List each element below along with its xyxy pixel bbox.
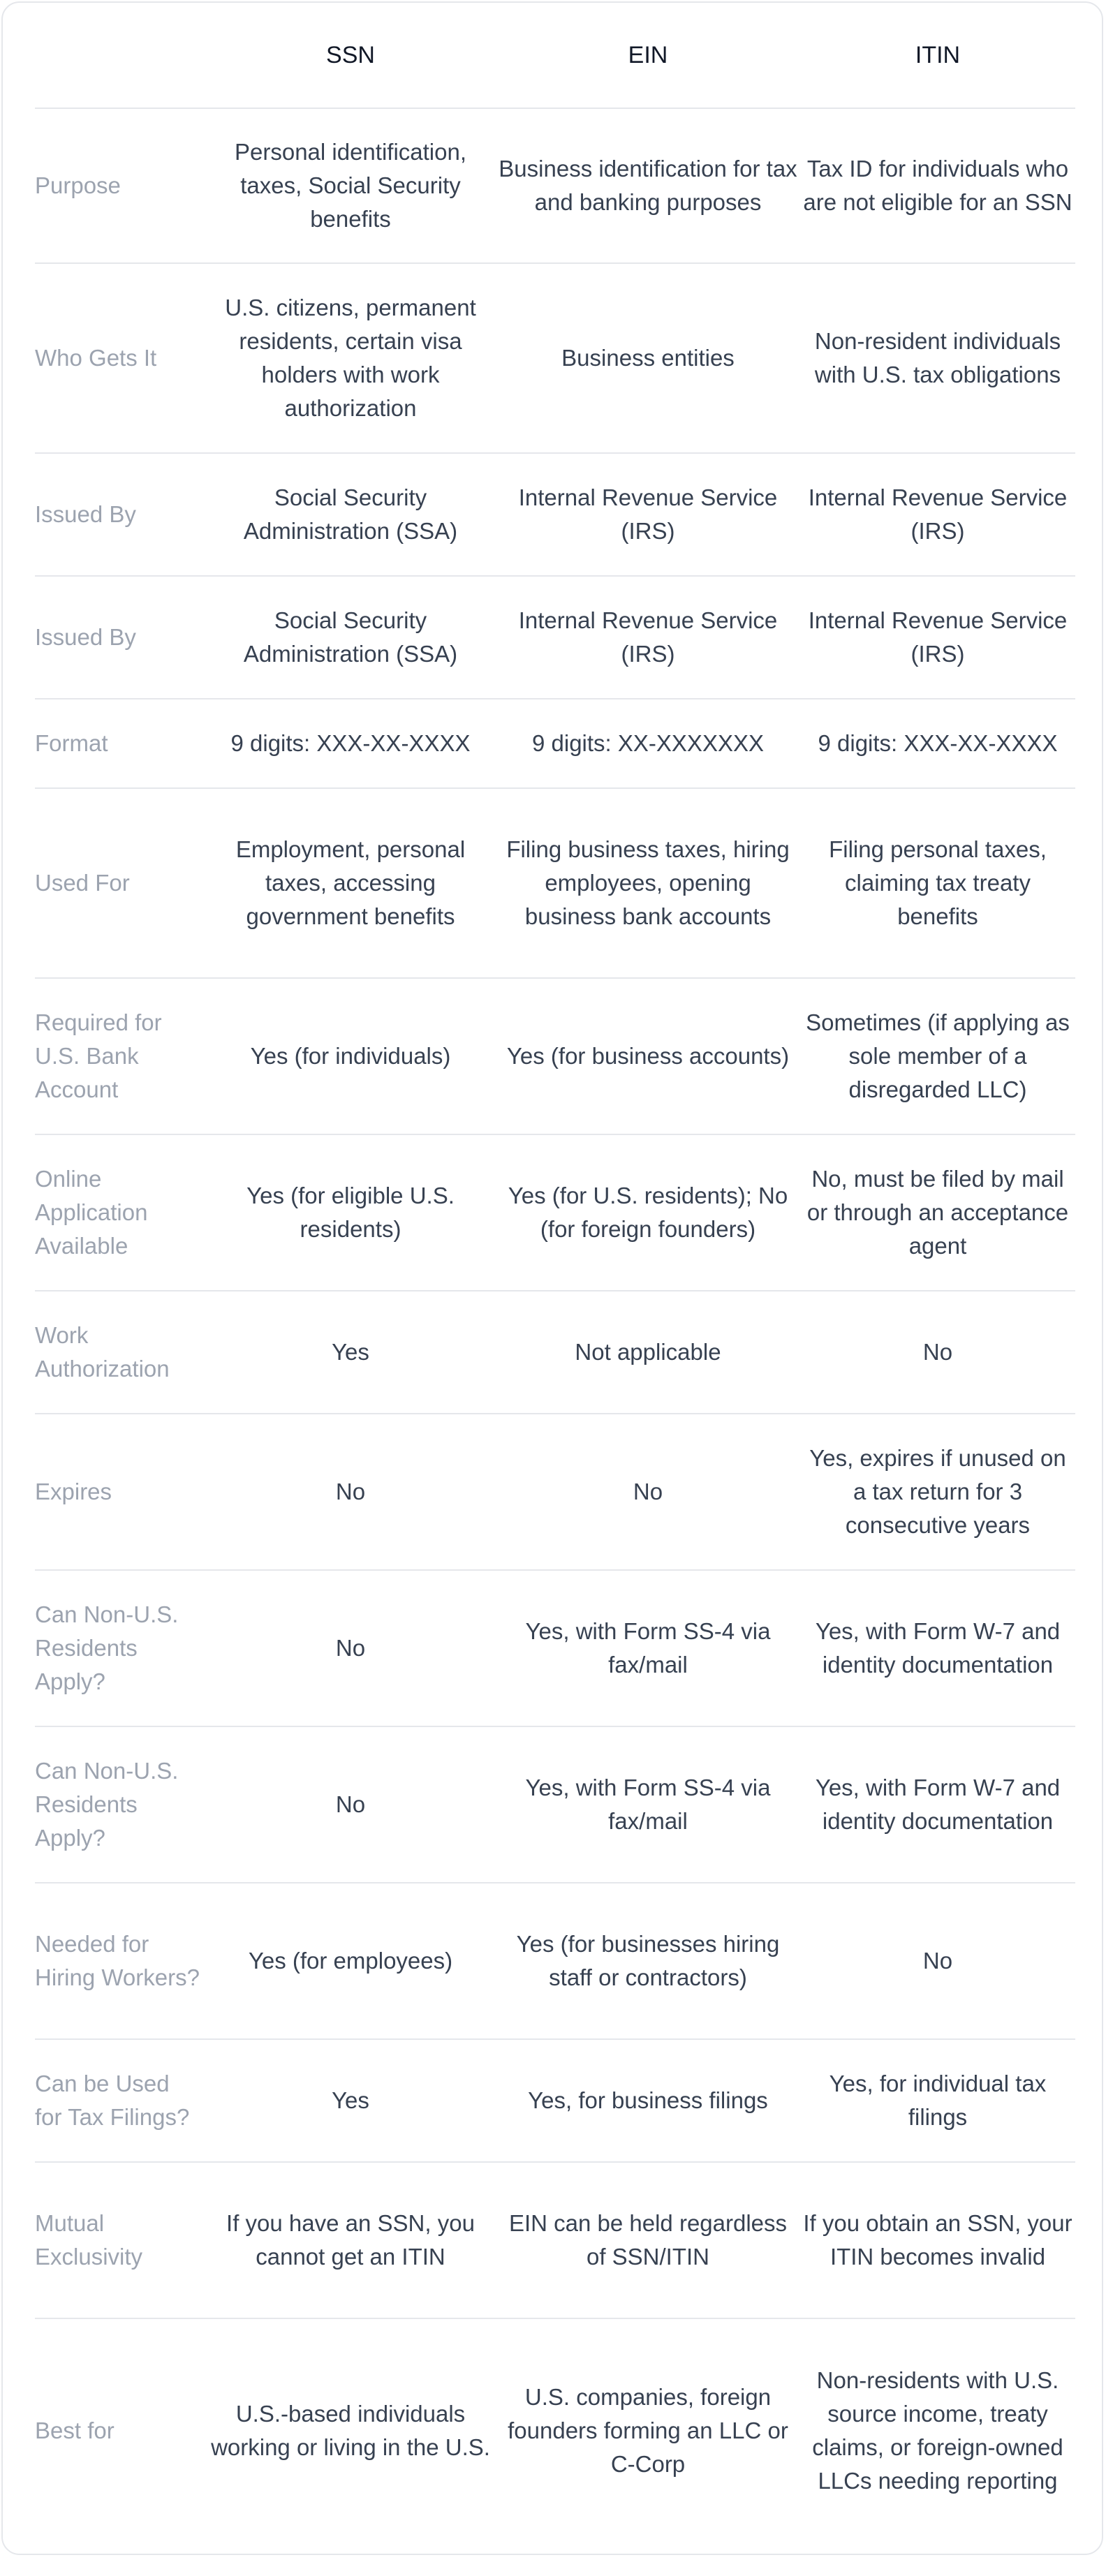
cell-itin: Internal Revenue Service (IRS) (808, 607, 1068, 667)
table-row (35, 699, 1075, 789)
cell-ein: Business entities (561, 345, 735, 371)
cell-ssn: Yes (for employees) (248, 1948, 453, 1974)
cell-ein: Yes, with Form SS-4 via fax/mail (525, 1775, 771, 1834)
cell-ssn: If you have an SSN, you cannot get an ITIN (226, 2210, 475, 2270)
table-row (35, 454, 1075, 577)
cell-ein: Internal Revenue Service (IRS) (518, 607, 778, 667)
row-label: Who Gets It (35, 345, 157, 371)
table-row (35, 789, 1075, 979)
cell-ein: Not applicable (575, 1339, 721, 1365)
row-label: Can Non-U.S. Residents Apply? (35, 1601, 179, 1694)
table-row (35, 2163, 1075, 2319)
cell-itin: Internal Revenue Service (IRS) (808, 484, 1068, 544)
row-label: Work Authorization (35, 1322, 170, 1382)
cell-itin: Filing personal taxes, claiming tax treaty benefits (829, 836, 1047, 929)
row-label: Used For (35, 870, 130, 896)
row-label: Required for U.S. Bank Account (35, 1009, 162, 1102)
column-header-itin: ITIN (915, 42, 961, 68)
cell-ein: Business identification for tax and banking purposes (499, 156, 797, 215)
cell-ssn: No (335, 1479, 366, 1504)
cell-ein: Yes, for business filings (528, 2087, 768, 2113)
cell-ssn: U.S. citizens, permanent residents, certain visa holders with work authorization (225, 295, 476, 421)
table-row (35, 1883, 1075, 2040)
row-label: Issued By (35, 624, 136, 650)
cell-itin: 9 digits: XXX-XX-XXXX (818, 730, 1058, 756)
row-label: Online Application Available (35, 1166, 148, 1259)
table-header-row (35, 3, 1075, 109)
row-label: Purpose (35, 172, 121, 198)
table-row (35, 2319, 1075, 2542)
cell-itin: No (922, 1339, 953, 1365)
cell-ein: EIN can be held regardless of SSN/ITIN (508, 2210, 788, 2270)
cell-itin: Yes, with Form W-7 and identity documentation (815, 1618, 1061, 1678)
cell-ssn: Social Security Administration (SSA) (243, 607, 458, 667)
row-label: Best for (35, 2418, 115, 2443)
cell-ein: U.S. companies, foreign founders forming an LLC or C-Corp (508, 2384, 788, 2477)
cell-ssn: No (335, 1791, 366, 1817)
cell-ssn: 9 digits: XXX-XX-XXXX (230, 730, 471, 756)
cell-ssn: Yes (332, 1339, 369, 1365)
cell-ein: Yes (for business accounts) (506, 1043, 790, 1069)
table-row (35, 1571, 1075, 1727)
table-row (35, 1135, 1075, 1291)
cell-ein: Yes (for U.S. residents); No (for foreign founders) (508, 1183, 788, 1242)
row-label: Issued By (35, 501, 136, 527)
table-row (35, 264, 1075, 454)
cell-ein: Yes (for businesses hiring staff or contractors) (516, 1931, 780, 1990)
cell-ssn: Employment, personal taxes, accessing government benefits (235, 836, 466, 929)
cell-itin: Sometimes (if applying as sole member of a disregarded LLC) (806, 1009, 1070, 1102)
table-row (35, 1291, 1075, 1414)
cell-itin: Yes, for individual tax filings (829, 2071, 1047, 2130)
table-row (35, 109, 1075, 264)
cell-ein: 9 digits: XX-XXXXXXX (532, 730, 764, 756)
row-label: Mutual Exclusivity (35, 2210, 143, 2270)
cell-ein: No (633, 1479, 663, 1504)
cell-ein: Filing business taxes, hiring employees, opening business bank accounts (506, 836, 790, 929)
row-label: Expires (35, 1479, 112, 1504)
cell-itin: Yes, expires if unused on a tax return for 3 consecutive years (809, 1445, 1066, 1538)
cell-itin: If you obtain an SSN, your ITIN becomes invalid (803, 2210, 1072, 2270)
table-row (35, 577, 1075, 699)
table-row (35, 979, 1075, 1135)
cell-itin: Yes, with Form W-7 and identity documentation (815, 1775, 1061, 1834)
cell-itin: No (922, 1948, 953, 1974)
column-header-ein: EIN (628, 42, 668, 68)
cell-ssn: Personal identification, taxes, Social Security benefits (234, 139, 467, 232)
row-label: Needed for Hiring Workers? (35, 1931, 200, 1990)
row-label: Can Non-U.S. Residents Apply? (35, 1758, 179, 1851)
table-row (35, 1414, 1075, 1571)
cell-ssn: U.S.-based individuals working or living in the U.S. (211, 2401, 490, 2460)
cell-ein: Yes, with Form SS-4 via fax/mail (525, 1618, 771, 1678)
table-row (35, 2040, 1075, 2163)
table-row (35, 1727, 1075, 1883)
cell-ssn: Social Security Administration (SSA) (243, 484, 458, 544)
row-label: Can be Used for Tax Filings? (35, 2071, 190, 2130)
row-label: Format (35, 730, 108, 756)
column-header-ssn: SSN (326, 42, 375, 68)
cell-ein: Internal Revenue Service (IRS) (518, 484, 778, 544)
comparison-table (35, 3, 1075, 2542)
cell-ssn: Yes (332, 2087, 369, 2113)
cell-ssn: No (335, 1635, 366, 1661)
cell-ssn: Yes (for individuals) (250, 1043, 451, 1069)
cell-itin: Non-residents with U.S. source income, treaty claims, or foreign-owned LLCs needing reporting (812, 2367, 1063, 2494)
cell-itin: Tax ID for individuals who are not eligible for an SSN (803, 156, 1072, 215)
cell-itin: No, must be filed by mail or through an acceptance agent (806, 1166, 1069, 1259)
cell-ssn: Yes (for eligible U.S. residents) (246, 1183, 455, 1242)
cell-itin: Non-resident individuals with U.S. tax obligations (814, 328, 1061, 387)
comparison-card (1, 1, 1103, 2555)
